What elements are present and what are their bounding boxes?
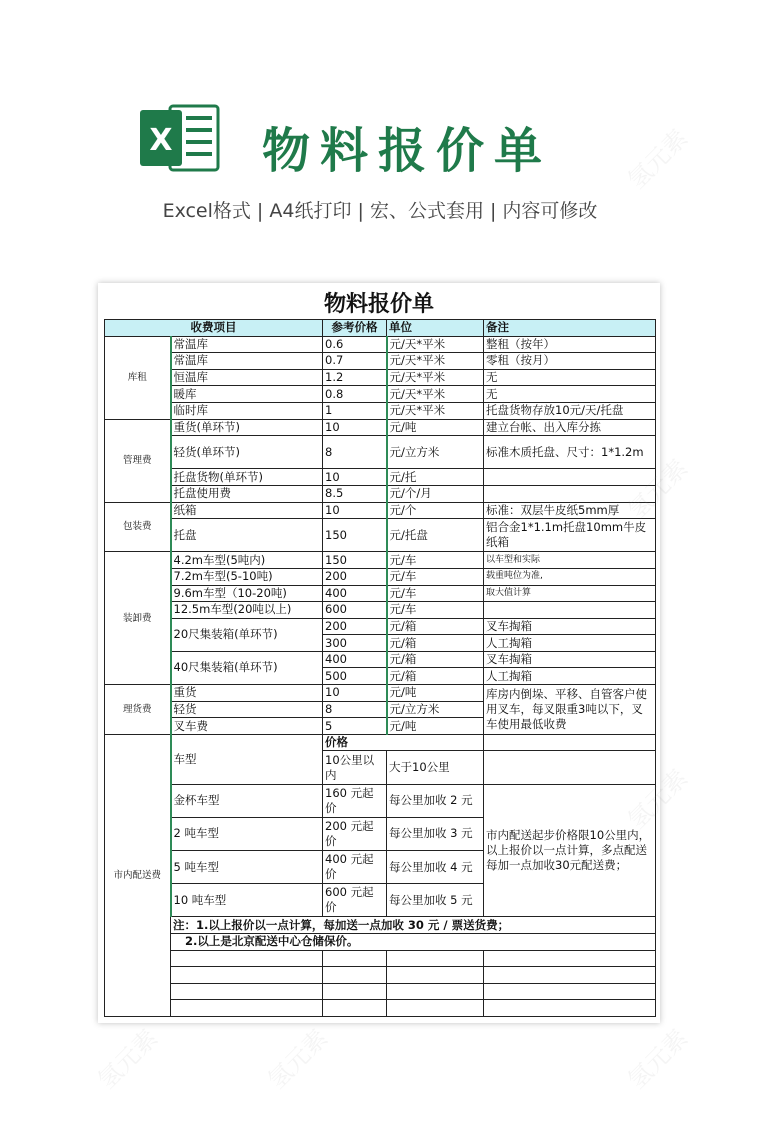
note-cell: 建立台帐、出入库分拣 — [484, 419, 656, 436]
price-cell: 600 — [323, 602, 387, 619]
table-row — [105, 419, 656, 436]
table-row — [105, 485, 656, 502]
category-cell: 理货费 — [105, 685, 171, 735]
item-cell: 托盘使用费 — [171, 485, 323, 502]
item-cell: 暖库 — [171, 386, 323, 403]
footnote-cell: 2.以上是北京配送中心仓储保价。 — [171, 933, 656, 950]
note-cell: 叉车掏箱 — [484, 618, 656, 635]
table-row — [105, 917, 656, 934]
table-row — [105, 402, 656, 419]
price-cell: 160 元起价 — [323, 784, 387, 817]
sheet-title: 物料报价单 — [323, 292, 434, 317]
unit-cell: 元/车 — [387, 602, 484, 619]
table-row — [105, 651, 656, 668]
note-cell: 市内配送起步价格限10公里内，以上报价以一点计算，多点配送每加一点加收30元配送费； — [484, 784, 656, 917]
price-cell: 400 — [323, 585, 387, 602]
empty-row — [105, 1000, 656, 1017]
table-row — [105, 353, 656, 370]
price-cell: 200 — [323, 568, 387, 585]
price-cell: 400 元起价 — [323, 851, 387, 884]
unit-cell: 每公里加收 5 元 — [387, 884, 484, 917]
table-row — [105, 336, 656, 353]
unit-cell: 元/托 — [387, 469, 484, 486]
unit-cell: 大于10公里 — [387, 751, 484, 784]
table-row — [105, 369, 656, 386]
watermark: 氢元素 — [262, 1023, 334, 1095]
item-cell: 20尺集装箱(单环节) — [171, 618, 323, 651]
empty-row — [105, 950, 656, 967]
unit-cell: 元/吨 — [387, 685, 484, 702]
column-header: 备注 — [484, 320, 656, 337]
item-cell: 轻货(单环节) — [171, 436, 323, 469]
note-cell — [484, 602, 656, 619]
note-cell: 零租（按月） — [484, 353, 656, 370]
price-header-cell: 价格 — [323, 734, 484, 751]
item-cell: 常温库 — [171, 353, 323, 370]
watermark: 氢元素 — [622, 123, 694, 195]
price-cell: 500 — [323, 668, 387, 685]
price-cell: 600 元起价 — [323, 884, 387, 917]
unit-cell: 元/车 — [387, 568, 484, 585]
note-cell — [484, 469, 656, 486]
unit-cell: 元/托盘 — [387, 519, 484, 552]
table-row — [105, 519, 656, 536]
item-cell: 2 吨车型 — [171, 817, 323, 850]
price-cell: 8.5 — [323, 485, 387, 502]
note-cell: 铝合金1*1.1m托盘10mm牛皮纸箱 — [484, 519, 656, 552]
note-cell: 标准：双层牛皮纸5mm厚 — [484, 502, 656, 519]
spreadsheet-preview — [98, 283, 660, 1023]
price-cell: 10 — [323, 419, 387, 436]
table-header-row — [105, 320, 656, 337]
unit-cell: 元/车 — [387, 585, 484, 602]
note-cell: 无 — [484, 369, 656, 386]
item-cell: 12.5m车型(20吨以上) — [171, 602, 323, 619]
table-row — [105, 685, 656, 702]
item-cell: 临时库 — [171, 402, 323, 419]
price-cell: 150 — [323, 519, 387, 552]
watermark: 氢元素 — [92, 1023, 164, 1095]
unit-cell: 元/天*平米 — [387, 386, 484, 403]
table-row — [105, 734, 656, 751]
price-cell: 0.8 — [323, 386, 387, 403]
price-cell: 0.6 — [323, 336, 387, 353]
unit-cell: 元/天*平米 — [387, 369, 484, 386]
category-cell: 库租 — [105, 336, 171, 419]
item-cell: 重货 — [171, 685, 323, 702]
table-row — [105, 618, 656, 635]
unit-cell: 元/个 — [387, 502, 484, 519]
unit-cell: 元/吨 — [387, 718, 484, 735]
item-cell: 托盘货物(单环节) — [171, 469, 323, 486]
quote-table — [104, 319, 656, 1017]
unit-cell: 每公里加收 2 元 — [387, 784, 484, 817]
excel-logo-icon — [140, 104, 220, 172]
note-cell: 人工掏箱 — [484, 668, 656, 685]
item-cell: 叉车费 — [171, 718, 323, 735]
column-header: 参考价格 — [323, 320, 387, 337]
item-cell: 10 吨车型 — [171, 884, 323, 917]
table-row — [105, 552, 656, 569]
unit-cell: 元/个/月 — [387, 485, 484, 502]
item-cell: 恒温库 — [171, 369, 323, 386]
note-cell — [484, 485, 656, 502]
price-cell: 10 — [323, 469, 387, 486]
category-cell: 包装费 — [105, 502, 171, 552]
table-row — [105, 436, 656, 453]
note-cell: 载重吨位为准, — [484, 568, 656, 585]
price-cell: 300 — [323, 635, 387, 652]
unit-cell: 元/箱 — [387, 651, 484, 668]
table-row — [105, 585, 656, 602]
item-cell: 常温库 — [171, 336, 323, 353]
unit-cell: 元/立方米 — [387, 436, 484, 469]
note-cell: 叉车掏箱 — [484, 651, 656, 668]
note-cell: 以车型和实际 — [484, 552, 656, 569]
svg-text:X: X — [149, 123, 173, 158]
price-cell: 400 — [323, 651, 387, 668]
category-cell: 管理费 — [105, 419, 171, 502]
item-cell: 金杯车型 — [171, 784, 323, 817]
empty-row — [105, 983, 656, 1000]
note-cell: 取大值计算 — [484, 585, 656, 602]
note-cell: 无 — [484, 386, 656, 403]
item-cell: 纸箱 — [171, 502, 323, 519]
table-row — [105, 386, 656, 403]
unit-cell: 元/箱 — [387, 668, 484, 685]
unit-cell: 元/箱 — [387, 618, 484, 635]
watermark: 氢元素 — [622, 1023, 694, 1095]
category-cell: 市内配送费 — [105, 734, 171, 1016]
note-cell: 人工掏箱 — [484, 635, 656, 652]
table-row — [105, 469, 656, 486]
item-cell: 托盘 — [171, 519, 323, 552]
table-row — [105, 502, 656, 519]
unit-cell: 元/天*平米 — [387, 402, 484, 419]
page-title: 物料报价单 — [262, 123, 553, 179]
item-cell: 40尺集装箱(单环节) — [171, 651, 323, 684]
unit-cell: 每公里加收 3 元 — [387, 817, 484, 850]
note-cell — [484, 734, 656, 751]
note-cell: 整租（按年） — [484, 336, 656, 353]
price-cell: 1 — [323, 402, 387, 419]
item-cell: 5 吨车型 — [171, 851, 323, 884]
table-row — [105, 568, 656, 585]
price-cell: 150 — [323, 552, 387, 569]
item-cell: 轻货 — [171, 701, 323, 718]
empty-row — [105, 967, 656, 984]
page-subtitle: Excel格式 | A4纸打印 | 宏、公式套用 | 内容可修改 — [162, 200, 598, 222]
price-cell: 0.7 — [323, 353, 387, 370]
note-cell — [484, 751, 656, 784]
unit-cell: 元/车 — [387, 552, 484, 569]
price-cell: 10 — [323, 685, 387, 702]
price-cell: 5 — [323, 718, 387, 735]
unit-cell: 元/天*平米 — [387, 336, 484, 353]
note-cell: 标准木质托盘、尺寸：1*1.2m — [484, 436, 656, 469]
unit-cell: 元/吨 — [387, 419, 484, 436]
price-cell: 200 — [323, 618, 387, 635]
table-row — [105, 933, 656, 950]
unit-cell: 元/箱 — [387, 635, 484, 652]
price-cell: 8 — [323, 436, 387, 469]
price-cell: 200 元起价 — [323, 817, 387, 850]
item-cell: 4.2m车型(5吨内) — [171, 552, 323, 569]
column-header: 收费项目 — [105, 320, 323, 337]
price-cell: 10公里以内 — [323, 751, 387, 784]
price-cell: 10 — [323, 502, 387, 519]
note-cell: 库房内倒垛、平移、自管客户使用叉车，每叉限重3吨以下，叉车使用最低收费 — [484, 685, 656, 735]
footnote-cell: 注：1.以上报价以一点计算，每加送一点加收 30 元 / 票送货费； — [171, 917, 656, 934]
price-cell: 1.2 — [323, 369, 387, 386]
unit-cell: 元/立方米 — [387, 701, 484, 718]
price-cell: 8 — [323, 701, 387, 718]
item-cell: 9.6m车型（10-20吨) — [171, 585, 323, 602]
unit-cell: 元/天*平米 — [387, 353, 484, 370]
category-cell: 装卸费 — [105, 552, 171, 685]
item-cell: 车型 — [171, 734, 323, 784]
item-cell: 重货(单环节) — [171, 419, 323, 436]
table-row — [105, 784, 656, 801]
item-cell: 7.2m车型(5-10吨) — [171, 568, 323, 585]
table-row — [105, 602, 656, 619]
column-header: 单位 — [387, 320, 484, 337]
unit-cell: 每公里加收 4 元 — [387, 851, 484, 884]
note-cell: 托盘货物存放10元/天/托盘 — [484, 402, 656, 419]
